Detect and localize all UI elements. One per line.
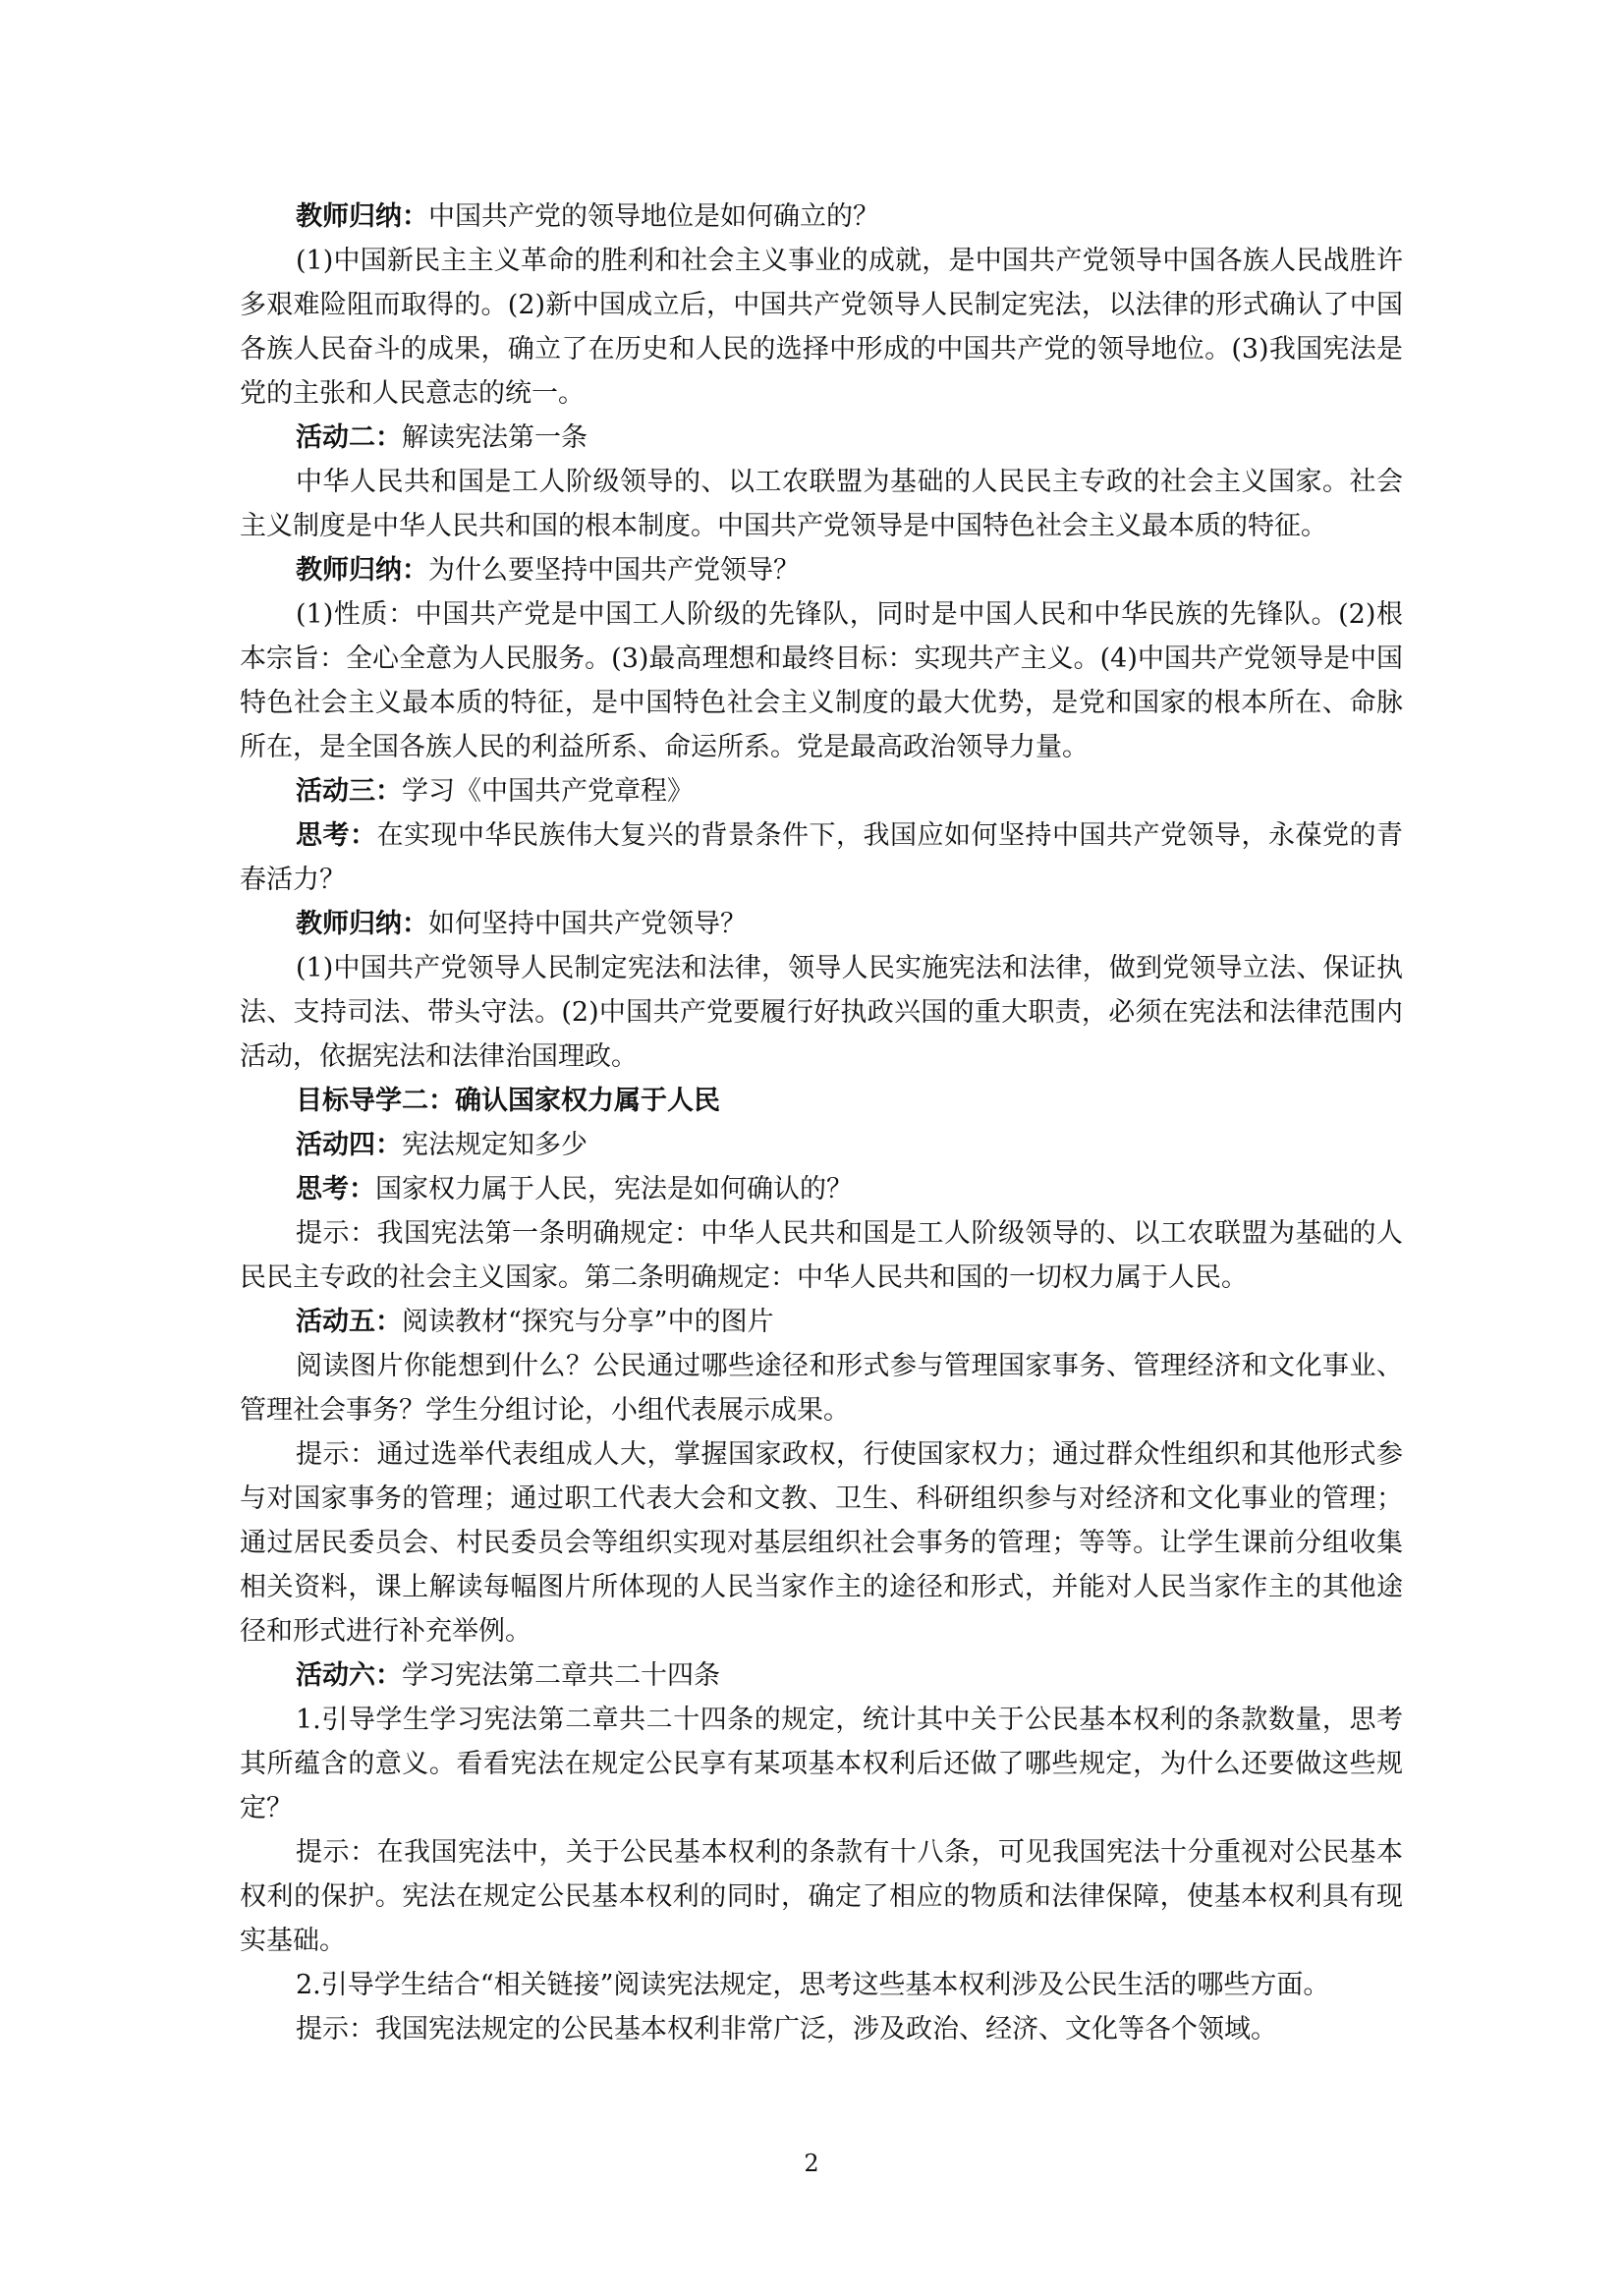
document-body (240, 195, 1403, 2051)
paragraph-think-1: 思考：在实现中华民族伟大复兴的背景条件下，我国应如何坚持中国共产党领导，永葆党的青春活力？ (240, 820, 1403, 895)
paragraph: (1)中国新民主主义革命的胜利和社会主义事业的成就，是中国共产党领导中国各族人民战胜许多艰难险阻而取得的。(2)新中国成立后，中国共产党领导人民制定宪法，以法律的形式确认了中国各族人民奋斗的成果，确立了在历史和人民的选择中形成的中国共产党的领导地位。(3)我国宪法是党的主张和人民意志的统一。 (240, 246, 1403, 409)
paragraph: 2.引导学生结合“相关链接”阅读宪法规定，思考这些基本权利涉及公民生活的哪些方面。 (296, 1970, 1330, 2000)
paragraph-hint: 提示：我国宪法规定的公民基本权利非常广泛，涉及政治、经济、文化等各个领域。 (296, 2014, 1277, 2044)
paragraph: 中华人民共和国是工人阶级领导的、以工农联盟为基础的人民民主专政的社会主义国家。社会主义制度是中华人民共和国的根本制度。中国共产党领导是中国特色社会主义最本质的特征。 (240, 467, 1403, 541)
paragraph-teacher-summary-1: 教师归纳：中国共产党的领导地位是如何确立的？ (296, 201, 879, 232)
paragraph: (1)性质：中国共产党是中国工人阶级的先锋队，同时是中国人民和中华民族的先锋队。(2)根本宗旨：全心全意为人民服务。(3)最高理想和最终目标：实现共产主义。(4)中国共产党领导是中国特色社会主义最本质的特征，是中国特色社会主义制度的最大优势，是党和国家的根本所在、命脉所在，是全国各族人民的利益所系、命运所系。党是最高政治领导力量。 (240, 599, 1403, 762)
page-number: 2 (804, 2150, 819, 2177)
paragraph-hint: 提示：通过选举代表组成人大，掌握国家政权，行使国家权力；通过群众性组织和其他形式参与对国家事务的管理；通过职工代表大会和文教、卫生、科研组织参与对经济和文化事业的管理；通过居民委员会、村民委员会等组织实现对基层组织社会事务的管理；等等。让学生课前分组收集相关资料，课上解读每幅图片所体现的人民当家作主的途径和形式，并能对人民当家作主的其他途径和形式进行补充举例。 (240, 1439, 1403, 1647)
paragraph: 1.引导学生学习宪法第二章共二十四条的规定，统计其中关于公民基本权利的条款数量，思考其所蕴含的意义。看看宪法在规定公民享有某项基本权利后还做了哪些规定，为什么还要做这些规定？ (240, 1705, 1403, 1823)
paragraph-activity-4: 活动四：宪法规定知多少 (296, 1130, 588, 1160)
paragraph-teacher-summary-3: 教师归纳：如何坚持中国共产党领导？ (296, 909, 747, 939)
paragraph-hint: 提示：在我国宪法中，关于公民基本权利的条款有十八条，可见我国宪法十分重视对公民基本权利的保护。宪法在规定公民基本权利的同时，确定了相应的物质和法律保障，使基本权利具有现实基础。 (240, 1837, 1403, 1956)
paragraph-activity-6: 活动六：学习宪法第二章共二十四条 (296, 1660, 720, 1691)
paragraph-activity-2: 活动二：解读宪法第一条 (296, 422, 588, 453)
paragraph: 阅读图片你能想到什么？公民通过哪些途径和形式参与管理国家事务、管理经济和文化事业、管理社会事务？学生分组讨论，小组代表展示成果。 (240, 1351, 1403, 1426)
paragraph-hint: 提示：我国宪法第一条明确规定：中华人民共和国是工人阶级领导的、以工农联盟为基础的人民民主专政的社会主义国家。第二条明确规定：中华人民共和国的一切权力属于人民。 (240, 1218, 1403, 1293)
section-heading-goal-2: 目标导学二：确认国家权力属于人民 (296, 1086, 720, 1116)
paragraph-activity-3: 活动三：学习《中国共产党章程》 (296, 776, 694, 807)
paragraph-think-2: 思考：国家权力属于人民，宪法是如何确认的？ (296, 1174, 853, 1204)
paragraph-activity-5: 活动五：阅读教材“探究与分享”中的图片 (296, 1307, 774, 1337)
paragraph-teacher-summary-2: 教师归纳：为什么要坚持中国共产党领导？ (296, 555, 800, 586)
paragraph: (1)中国共产党领导人民制定宪法和法律，领导人民实施宪法和法律，做到党领导立法、保证执法、支持司法、带头守法。(2)中国共产党要履行好执政兴国的重大职责，必须在宪法和法律范围内活动，依据宪法和法律治国理政。 (240, 953, 1403, 1072)
